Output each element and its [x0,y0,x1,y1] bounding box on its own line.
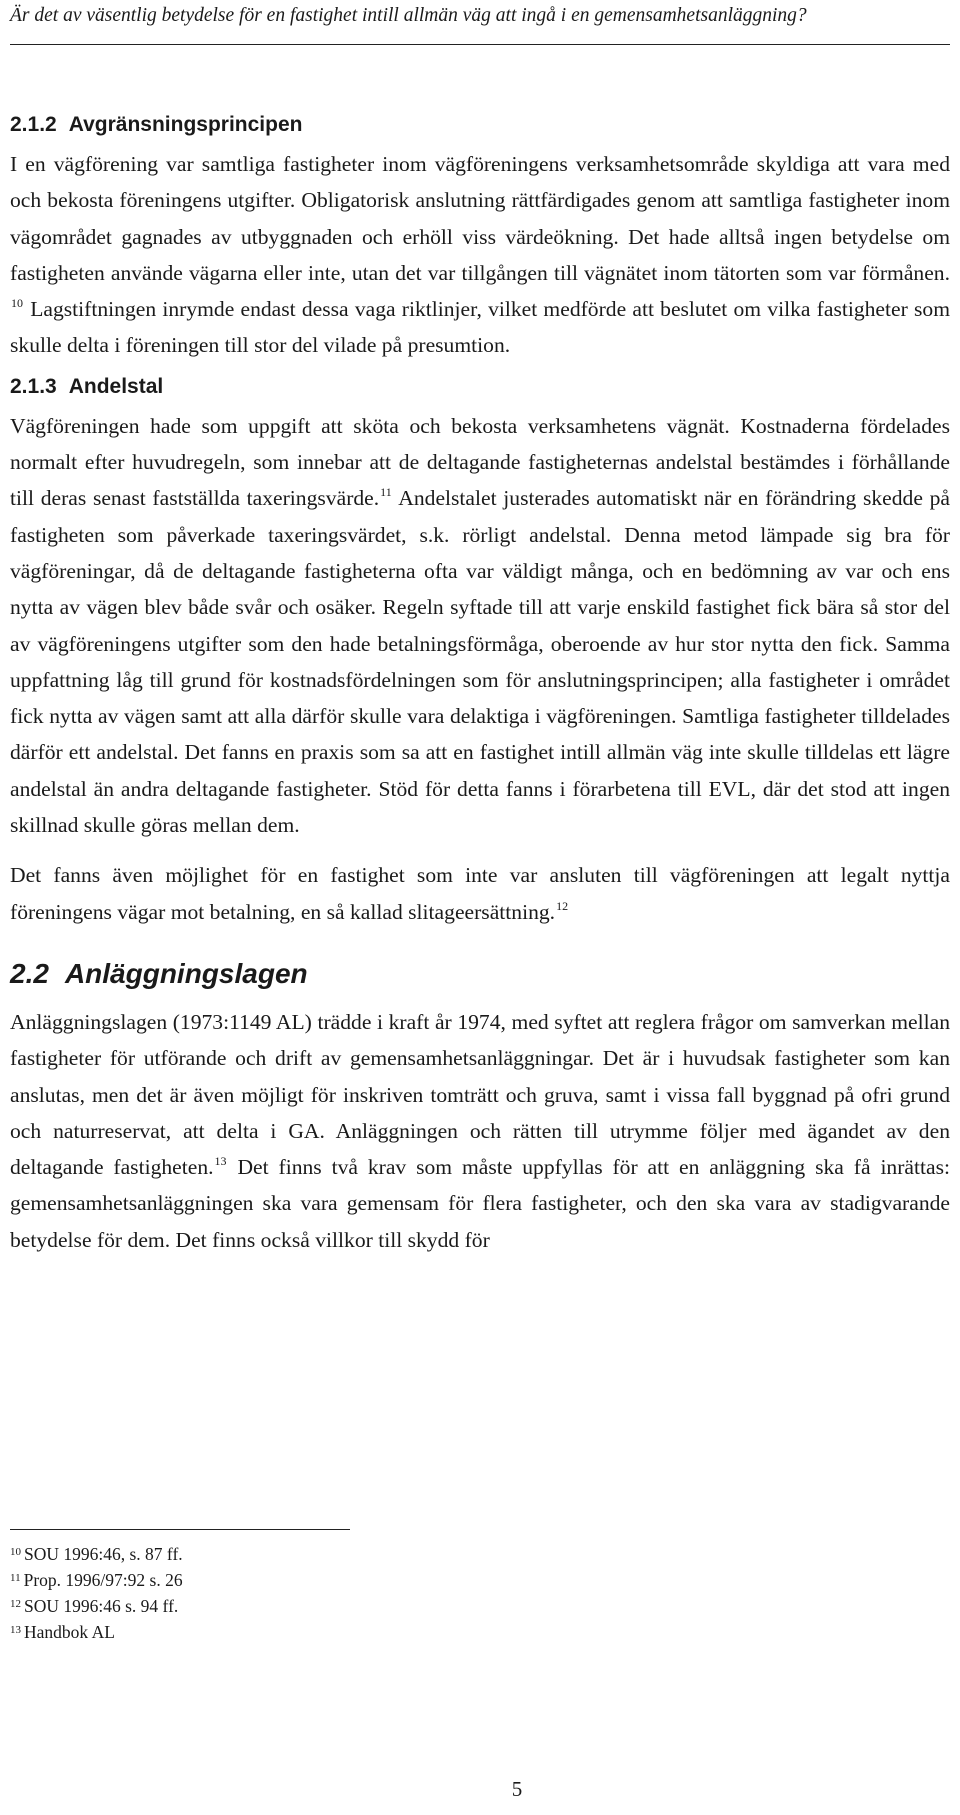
paragraph-text: Vägföreningen hade som uppgift att sköta och bekosta verksamhetens vägnät. Kostnaderna fördelades normalt efter huvudregeln, som innebar att de deltagande fastigheternas andelstal bestämdes i förhållande till deras senast fastställda taxeringsvärde. [10,413,950,511]
paragraph-anlaggningslagen [10,1004,950,1258]
footnotes [10,1540,910,1644]
heading-2-1-2 [10,110,950,140]
heading-2-1-3 [10,372,950,402]
footnote-ref-11[interactable]: 11 [380,485,392,500]
footnote-text: SOU 1996:46 s. 94 ff. [24,1596,179,1616]
heading-title: Avgränsningsprincipen [68,113,303,136]
header-rule [10,44,950,45]
footnote-number: 10 [10,1546,21,1558]
footnote-10 [10,1540,910,1566]
paragraph-text: Det finns två krav som måste uppfyllas för att en anläggning ska få inrättas: gemensamhetsanläggningen ska vara gemensam för flera fastigheter, och den ska vara av stadigvarande betydelse för dem. Det finns också villkor till skydd för [10,1155,950,1252]
heading-title: Andelstal [68,374,164,398]
footnote-number: 13 [10,1624,21,1636]
heading-number: 2.1.3 [10,374,57,398]
paragraph-andelstal-2 [10,857,950,930]
paragraph-avgransningsprincipen [10,146,950,364]
running-header: Är det av väsentlig betydelse för en fastighet intill allmän väg att ingå i en gemensamhetsanläggning? [10,5,807,26]
footnote-ref-13[interactable]: 13 [214,1154,227,1169]
heading-number: 2.1.2 [10,113,57,136]
paragraph-text: I en vägförening var samtliga fastigheter inom vägföreningens verksamhetsområde skyldiga att vara med och bekosta föreningens utgifter. Obligatorisk anslutning rättfärdigades genom att samtliga fastigheter inom vägområdet gagnades av utbyggnaden och erhöll viss värdeökning. Det hade alltså ingen betydelse om fastigheten använde vägarna eller inte, utan det var tillgången till vägnätet inom tätorten som var förmånen. [10,152,950,285]
paragraph-andelstal-1 [10,408,950,844]
page-number: 5 [511,1777,523,1801]
heading-title: Anläggningslagen [64,957,308,989]
footnote-ref-12[interactable]: 12 [556,898,569,913]
paragraph-text: Det fanns även möjlighet för en fastighet som inte var ansluten till vägföreningen att legalt nyttja föreningens vägar mot betalning, en så kallad slitageersättning. [10,863,950,924]
footnote-12 [10,1592,910,1618]
footnote-text: Prop. 1996/97:92 s. 26 [23,1570,183,1590]
heading-2-2 [10,956,950,992]
footnote-separator [10,1529,350,1530]
footnote-number: 11 [10,1572,21,1584]
paragraph-text: Anläggningslagen (1973:1149 AL) trädde i kraft år 1974, med syftet att reglera frågor om samverkan mellan fastigheter för utförande och drift av gemensamhetsanläggningar. Det är i huvudsak fastigheter som kan anslutas, men det är även möjligt för inskriven tomträtt och gruva, samt i vissa fall byggnad på ofri grund och naturreservat, att delta i GA. Anläggningen och rätten till utrymme följer med ägandet av den deltagande fastigheten. [10,1009,950,1180]
footnote-number: 12 [10,1598,21,1610]
paragraph-text: Andelstalet justerades automatiskt när en förändring skedde på fastigheten som påverkade taxeringsvärdet, s.k. rörligt andelstal. Denna metod lämpade sig bra för vägföreningar, då de deltagande fastigheterna ofta var väldigt många, och en bedömning av var och ens nytta av vägen blev både svår och osäker. Regeln syftade till att varje enskild fastighet fick bära så stor del av vägföreningens utgifter som den hade betalningsförmåga, oberoende av hur stor nytta den fick. Samma uppfattning låg till grund för kostnadsfördelningen som för anslutningsprincipen; alla fastigheter i området fick nytta av vägen samt att alla därför skulle vara delaktiga i vägföreningen. Samtliga fastigheter tilldelades därför ett andelstal. Det fanns en praxis som sa att en fastighet intill allmän väg inte skulle tilldelas ett lägre andelstal än andra deltagande fastigheter. Stöd för detta fanns i förarbetena till EVL, där det stod att ingen skillnad skulle göras mellan dem. [10,486,950,838]
footnote-11 [10,1566,910,1592]
footnote-text: SOU 1996:46, s. 87 ff. [24,1544,183,1564]
heading-number: 2.2 [10,957,49,989]
page-content [10,110,950,1258]
footnote-text: Handbok AL [24,1622,115,1642]
footnote-ref-10[interactable]: 10 [11,296,23,311]
footnote-13 [10,1618,910,1644]
paragraph-text: Lagstiftningen inrymde endast dessa vaga riktlinjer, vilket medförde att beslutet om vilka fastigheter som skulle delta i föreningen till stor del vilade på presumtion. [10,297,950,358]
